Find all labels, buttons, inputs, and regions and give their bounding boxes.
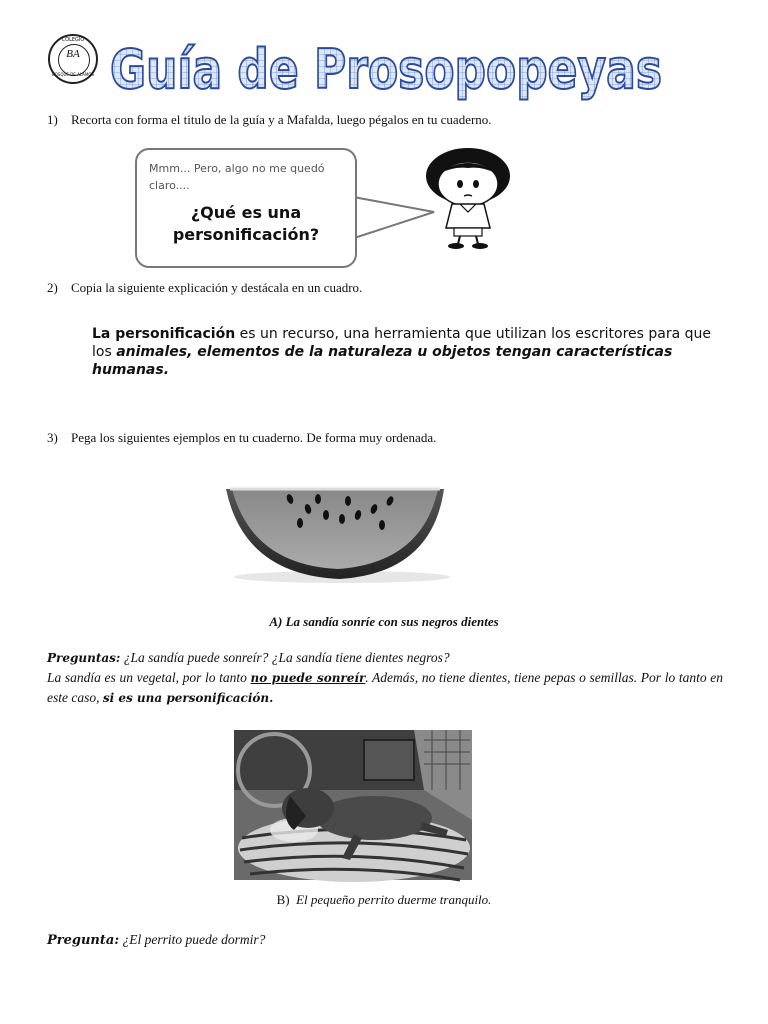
page-title bbox=[108, 30, 668, 100]
caption-b-text: El pequeño perrito duerme tranquilo. bbox=[296, 892, 492, 907]
explanation-emphasis: animales, elementos de la naturaleza u objetos tengan características humanas. bbox=[92, 344, 673, 378]
caption-a: A) La sandía sonríe con sus negros dientes bbox=[269, 614, 499, 629]
explanation-term: La personificación bbox=[92, 326, 236, 342]
answer-underlined: no puede sonreír bbox=[250, 671, 366, 685]
bubble-question-1: ¿Qué es una bbox=[190, 203, 302, 222]
speech-bubble bbox=[135, 148, 357, 268]
explanation-text bbox=[92, 325, 722, 379]
step-2: 2) Copia la siguiente explicación y destácala en un cuadro. bbox=[47, 280, 363, 295]
logo-top-text: COLEGIO bbox=[61, 37, 85, 43]
example-a-answer: La sandía es un vegetal, por lo tanto no puede sonreír. Además, no tiene dientes, tiene pepas o semillas. Por lo tanto en este caso, si es una personificación. bbox=[47, 670, 723, 705]
step-3: 3) Pega los siguientes ejemplos en tu cuaderno. De forma muy ordenada. bbox=[47, 430, 437, 445]
step-3-text: Pega los siguientes ejemplos en tu cuaderno. De forma muy ordenada. bbox=[71, 430, 437, 445]
page-title-text: Guía de Prosopopeyas bbox=[110, 38, 662, 101]
school-logo bbox=[48, 34, 98, 84]
watermelon-image bbox=[222, 485, 462, 585]
questions-text: ¿La sandía puede sonreír? ¿La sandía tiene dientes negros? bbox=[120, 650, 450, 665]
bubble-question-2: personificación? bbox=[172, 225, 320, 244]
sleeping-puppy-photo bbox=[234, 730, 472, 880]
question-label: Pregunta: bbox=[47, 933, 120, 948]
step-2-text: Copia la siguiente explicación y destácala en un cuadro. bbox=[71, 280, 363, 295]
questions-label: Preguntas: bbox=[47, 651, 121, 665]
explanation-mid: es un recurso, una herramienta que utilizan los escritores para que los bbox=[92, 326, 712, 360]
caption-b-letter: B) bbox=[276, 892, 290, 907]
example-b-question bbox=[47, 930, 723, 951]
question-text: ¿El perrito puede dormir? bbox=[119, 932, 266, 947]
step-1-text: Recorta con forma el titulo de la guía y a Mafalda, luego pégalos en tu cuaderno. bbox=[71, 112, 492, 127]
example-a-questions bbox=[47, 648, 723, 668]
logo-bottom-text: BOSQUE DE ALAMOS bbox=[51, 72, 95, 77]
caption-b bbox=[0, 892, 768, 908]
step-1: 1) Recorta con forma el titulo de la guía y a Mafalda, luego pégalos en tu cuaderno. bbox=[47, 112, 492, 127]
mafalda-illustration bbox=[412, 146, 522, 250]
logo-monogram: BA bbox=[66, 48, 80, 60]
bubble-line-1: Mmm... Pero, algo no me quedó bbox=[149, 162, 325, 175]
bubble-line-2: claro.... bbox=[149, 179, 190, 192]
answer-bold: si es una personificación. bbox=[102, 691, 274, 705]
